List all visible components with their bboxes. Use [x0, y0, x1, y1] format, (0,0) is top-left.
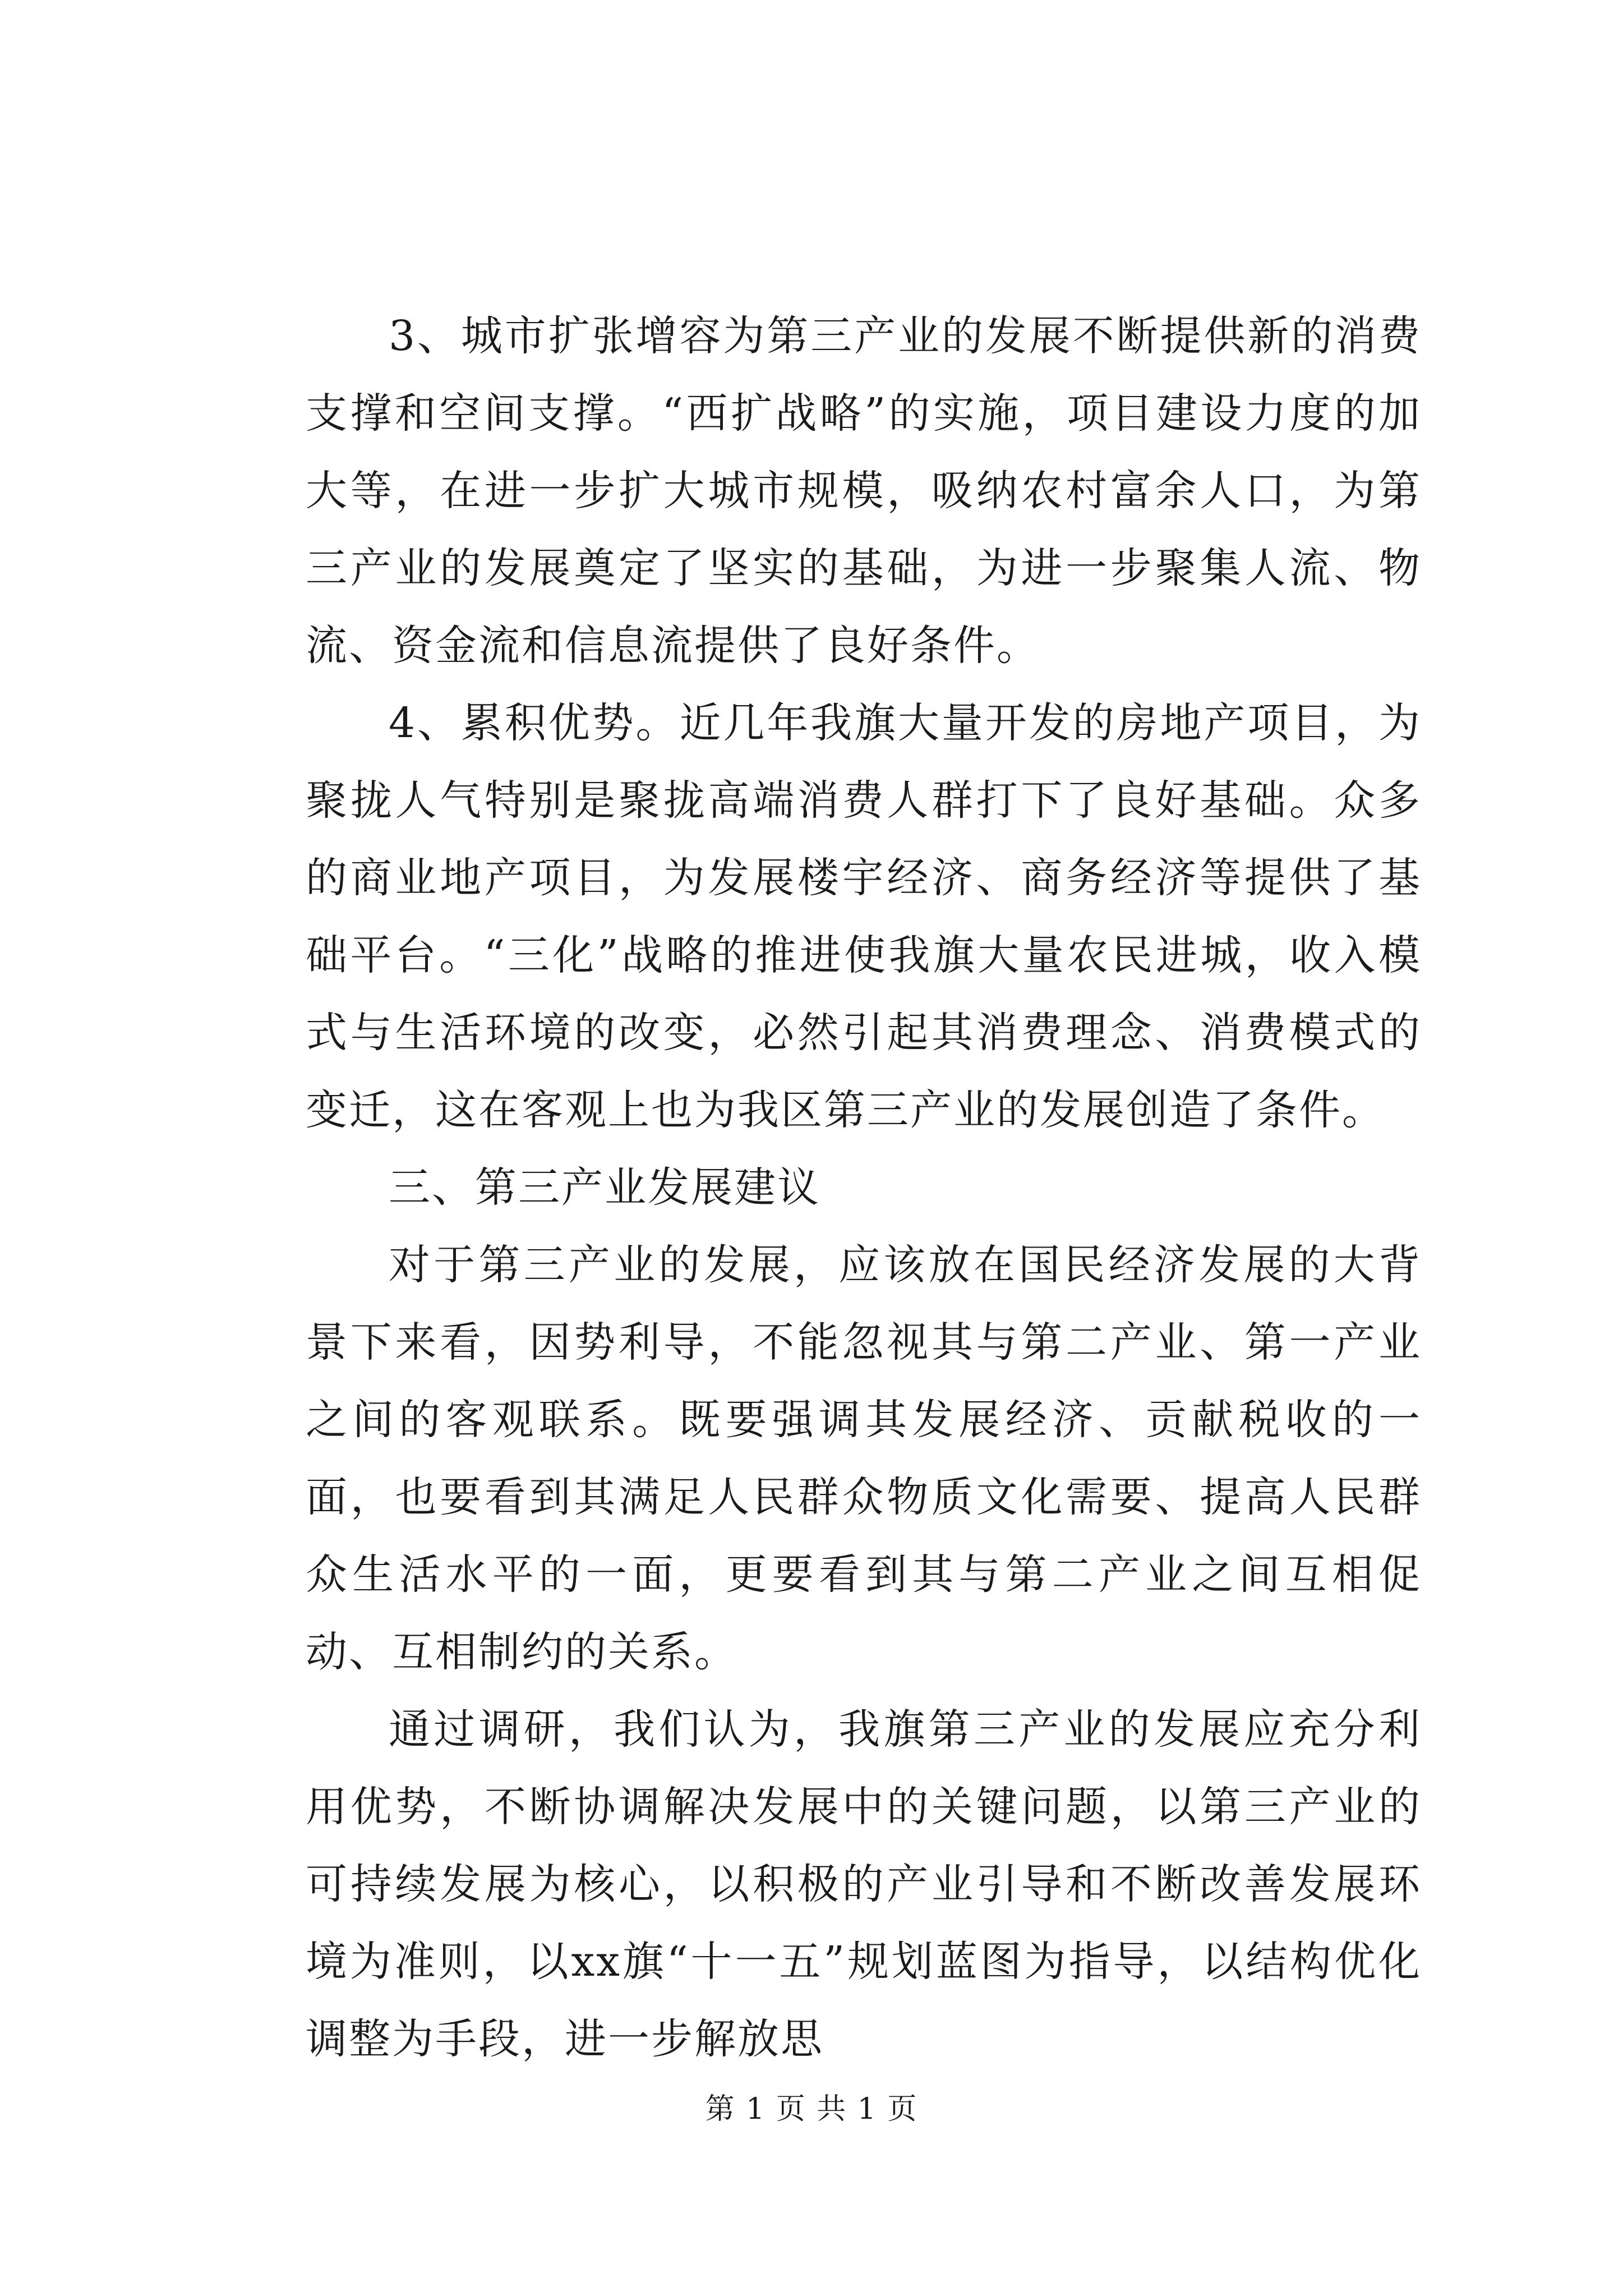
document-body [306, 297, 1422, 2078]
section-heading-suggestions: 三、第三产业发展建议 [389, 1163, 820, 1212]
paragraph-city-expansion: 3、城市扩张增容为第三产业的发展不断提供新的消费支撑和空间支撑。“西扩战略”的实施，项目建设力度的加大等，在进一步扩大城市规模，吸纳农村富余人口，为第三产业的发展奠定了坚实的基础，为进一步聚集人流、物流、资金流和信息流提供了良好条件。 [306, 312, 1422, 670]
paragraph-accumulated-advantage: 4、累积优势。近几年我旗大量开发的房地产项目，为聚拢人气特别是聚拢高端消费人群打下了良好基础。众多的商业地产项目，为发展楼宇经济、商务经济等提供了基础平台。“三化”战略的推进使我旗大量农民进城，收入模式与生活环境的改变，必然引起其消费理念、消费模式的变迁，这在客观上也为我区第三产业的发展创造了条件。 [306, 699, 1422, 1134]
paragraph-research-conclusion: 通过调研，我们认为，我旗第三产业的发展应充分利用优势，不断协调解决发展中的关键问题，以第三产业的可持续发展为核心，以积极的产业引导和不断改善发展环境为准则，以xx旗“十一五”规划蓝图为指导，以结构优化调整为手段，进一步解放思 [306, 1705, 1422, 2063]
paragraph-development-context: 对于第三产业的发展，应该放在国民经济发展的大背景下来看，因势利导，不能忽视其与第二产业、第一产业之间的客观联系。既要强调其发展经济、贡献税收的一面，也要看到其满足人民群众物质文化需要、提高人民群众生活水平的一面，更要看到其与第二产业之间互相促动、互相制约的关系。 [306, 1241, 1422, 1676]
page-footer: 第 1 页 共 1 页 [705, 2092, 918, 2126]
